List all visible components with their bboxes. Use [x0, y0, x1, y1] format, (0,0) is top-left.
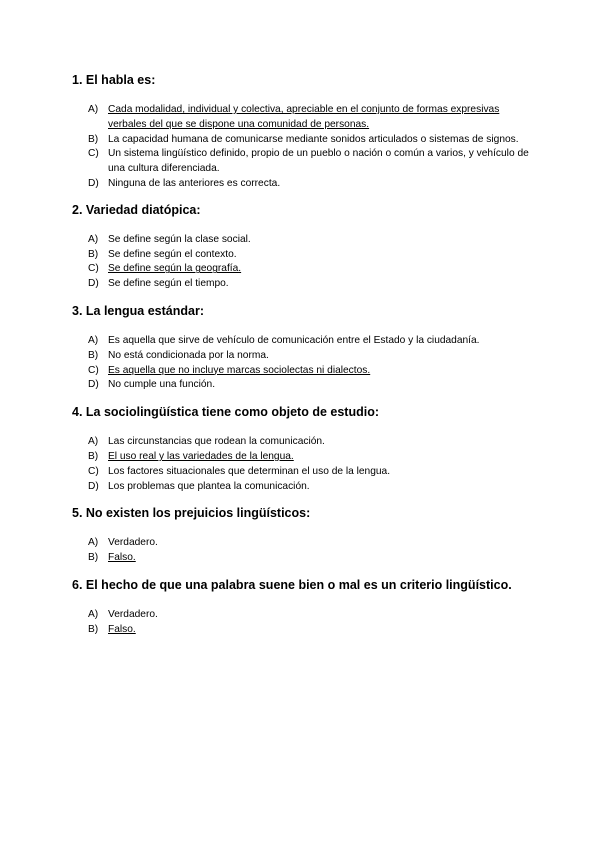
option-c [72, 147, 532, 177]
option-text: Los problemas que plantea la comunicación. [108, 480, 310, 492]
question-5 [72, 505, 532, 566]
option-b [72, 450, 532, 465]
option-letter: A) [88, 104, 99, 115]
option-text: Los factores situacionales que determinan el uso de la lengua. [108, 465, 391, 477]
option-a [72, 608, 532, 623]
option-text: El uso real y las variedades de la lengua. [108, 450, 294, 462]
option-letter: D) [88, 278, 99, 290]
option-list [72, 536, 532, 566]
option-text: La capacidad humana de comunicarse mediante sonidos articulados o sistemas de signos. [108, 133, 519, 145]
option-a [72, 103, 532, 133]
option-letter: A) [88, 608, 99, 620]
option-text: Es aquella que sirve de vehículo de comunicación entre el Estado y la ciudadanía. [108, 334, 480, 346]
option-list [72, 608, 532, 638]
option-text: Un sistema lingüístico definido, propio de un pueblo o nación o común a varios, y vehículo de una cultura diferenciada. [108, 148, 529, 175]
option-text: No está condicionada por la norma. [108, 349, 269, 361]
option-text: Verdadero. [108, 537, 158, 549]
option-text: Verdadero. [108, 608, 158, 620]
option-c [72, 262, 532, 277]
question-title: 5. No existen los prejuicios lingüísticos: [72, 506, 311, 521]
question-title: 2. Variedad diatópica: [72, 202, 201, 217]
question-2 [72, 202, 532, 292]
option-letter: B) [88, 133, 99, 145]
option-letter: A) [88, 537, 99, 549]
option-a [72, 536, 532, 551]
option-a [72, 334, 532, 349]
option-b [72, 623, 532, 638]
option-letter: B) [88, 248, 99, 260]
option-text: Las circunstancias que rodean la comunicación. [108, 436, 325, 448]
question-3 [72, 303, 532, 393]
option-list [72, 233, 532, 292]
option-letter: C) [88, 148, 99, 160]
option-c [72, 465, 532, 480]
option-text: No cumple una función. [108, 379, 216, 391]
option-list [72, 435, 532, 494]
question-1 [72, 72, 532, 192]
option-c [72, 364, 532, 379]
question-title: 6. El hecho de que una palabra suene bien o mal es un criterio lingüístico. [72, 577, 512, 592]
option-letter: A) [88, 436, 99, 448]
option-letter: C) [88, 263, 99, 275]
question-title: 1. El habla es: [72, 73, 156, 87]
option-d [72, 378, 532, 393]
option-letter: A) [88, 334, 99, 346]
option-letter: D) [88, 480, 99, 492]
option-list [72, 103, 532, 192]
option-text: Falso. [108, 552, 136, 564]
option-text: Se define según el contexto. [108, 248, 237, 260]
option-letter: B) [88, 450, 99, 462]
option-d [72, 177, 532, 192]
option-d [72, 277, 532, 292]
question-4 [72, 404, 532, 494]
option-letter: B) [88, 623, 99, 635]
option-letter: D) [88, 177, 99, 189]
option-a [72, 233, 532, 248]
option-text: Cada modalidad, individual y colectiva, apreciable en el conjunto de formas expresivas verbales del que se dispone una comunidad de personas. [108, 104, 500, 130]
question-title: 4. La sociolingüística tiene como objeto de estudio: [72, 405, 379, 420]
option-letter: C) [88, 465, 99, 477]
option-b [72, 248, 532, 263]
option-letter: C) [88, 364, 99, 376]
question-6 [72, 577, 532, 638]
option-letter: A) [88, 233, 99, 245]
option-text: Es aquella que no incluye marcas sociolectas ni dialectos. [108, 364, 371, 376]
option-text: Se define según la clase social. [108, 233, 251, 245]
option-b [72, 349, 532, 364]
option-text: Falso. [108, 623, 136, 635]
option-d [72, 480, 532, 495]
option-list [72, 334, 532, 393]
option-b [72, 551, 532, 566]
option-text: Se define según la geografía. [108, 263, 242, 275]
option-letter: B) [88, 349, 99, 361]
option-b [72, 133, 532, 148]
option-letter: D) [88, 379, 99, 391]
option-a [72, 435, 532, 450]
option-letter: B) [88, 552, 99, 564]
option-text: Se define según el tiempo. [108, 278, 229, 290]
quiz-document [72, 72, 532, 638]
option-text: Ninguna de las anteriores es correcta. [108, 177, 281, 189]
question-title: 3. La lengua estándar: [72, 303, 204, 318]
